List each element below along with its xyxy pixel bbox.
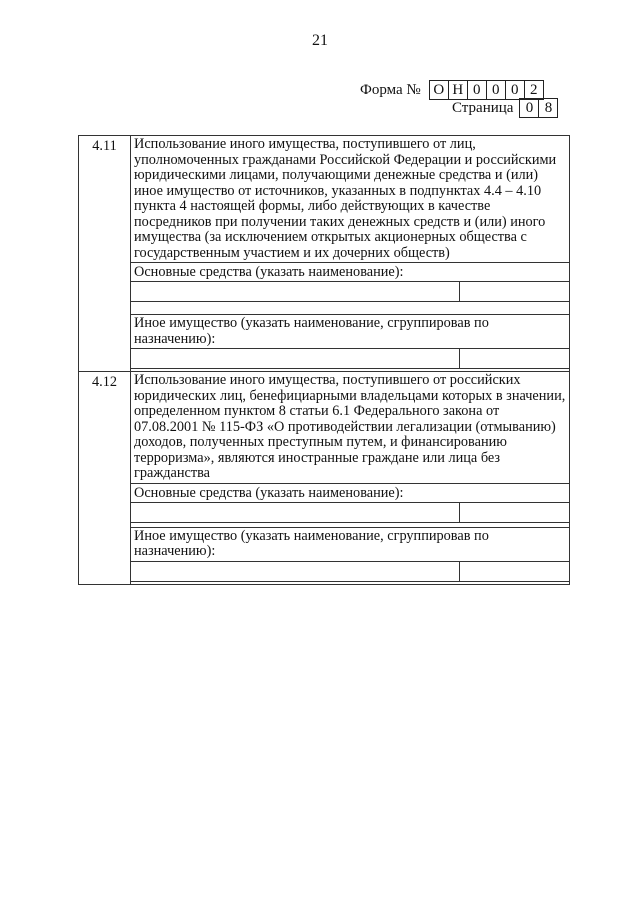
form-code-cell: 0	[506, 80, 525, 100]
form-code-cell: О	[430, 80, 449, 100]
spacer-cell	[131, 581, 570, 584]
fixed-assets-name-field[interactable]	[131, 502, 460, 522]
section-description: Использование иного имущества, поступившего от лиц, уполномоченных гражданами Российской Федерации и российскими юридическими лицами, получающими денежные средства и (или) иное имущество от источников, указанных в подпунктах 4.4 – 4.10 пункта 4 настоящей формы, либо действующих в качестве посредников при получении таких денежных средств и (или) иного имущества (за исключением открытых акционерных общества с государственным участием и их дочерних обществ)	[131, 136, 570, 263]
fixed-assets-value-field[interactable]	[460, 502, 570, 522]
other-property-label: Иное имущество (указать наименование, сгруппировав по назначению):	[131, 527, 570, 561]
spacer-row	[79, 302, 570, 315]
other-property-name-field[interactable]	[131, 561, 460, 581]
fixed-assets-name-field[interactable]	[131, 282, 460, 302]
form-code-cell: 2	[525, 80, 544, 100]
section-number: 4.11	[79, 136, 131, 372]
fixed-assets-label: Основные средства (указать наименование):	[131, 263, 570, 282]
section-row	[79, 372, 570, 484]
section-row	[79, 136, 570, 263]
other-property-entry-row	[79, 349, 570, 369]
form-number-label: Форма №	[360, 81, 421, 98]
form-code-boxes	[429, 80, 544, 100]
page-code-boxes	[519, 98, 558, 118]
section-description: Использование иного имущества, поступившего от российских юридических лиц, бенефициарными владельцами которых в значении, определенном пунктом 8 статьи 6.1 Федерального закона от 07.08.2001 № 115-ФЗ «О противодействии легализации (отмыванию) доходов, полученных преступным путем, и финансированию терроризма», являются иностранные граждане или лица без гражданства	[131, 372, 570, 484]
spacer-cell	[131, 302, 570, 315]
fixed-assets-label-row	[79, 483, 570, 502]
other-property-label: Иное имущество (указать наименование, сгруппировав по назначению):	[131, 315, 570, 349]
fixed-assets-entry-row	[79, 282, 570, 302]
page-code-cell: 8	[539, 98, 558, 118]
form-code-cell: 0	[468, 80, 487, 100]
fixed-assets-label: Основные средства (указать наименование):	[131, 483, 570, 502]
form-code-cell: 0	[487, 80, 506, 100]
page-number: 21	[312, 32, 328, 49]
other-property-label-row	[79, 527, 570, 561]
form-number-row	[360, 80, 544, 100]
other-property-entry-row	[79, 561, 570, 581]
page-number-row	[452, 98, 558, 118]
other-property-value-field[interactable]	[460, 561, 570, 581]
page-code-cell: 0	[520, 98, 539, 118]
fixed-assets-value-field[interactable]	[460, 282, 570, 302]
section-number: 4.12	[79, 372, 131, 585]
other-property-name-field[interactable]	[131, 349, 460, 369]
page-label: Страница	[452, 99, 514, 116]
other-property-label-row	[79, 315, 570, 349]
spacer-row	[79, 581, 570, 584]
other-property-value-field[interactable]	[460, 349, 570, 369]
fixed-assets-label-row	[79, 263, 570, 282]
property-usage-table	[78, 135, 570, 585]
fixed-assets-entry-row	[79, 502, 570, 522]
form-code-cell: Н	[449, 80, 468, 100]
